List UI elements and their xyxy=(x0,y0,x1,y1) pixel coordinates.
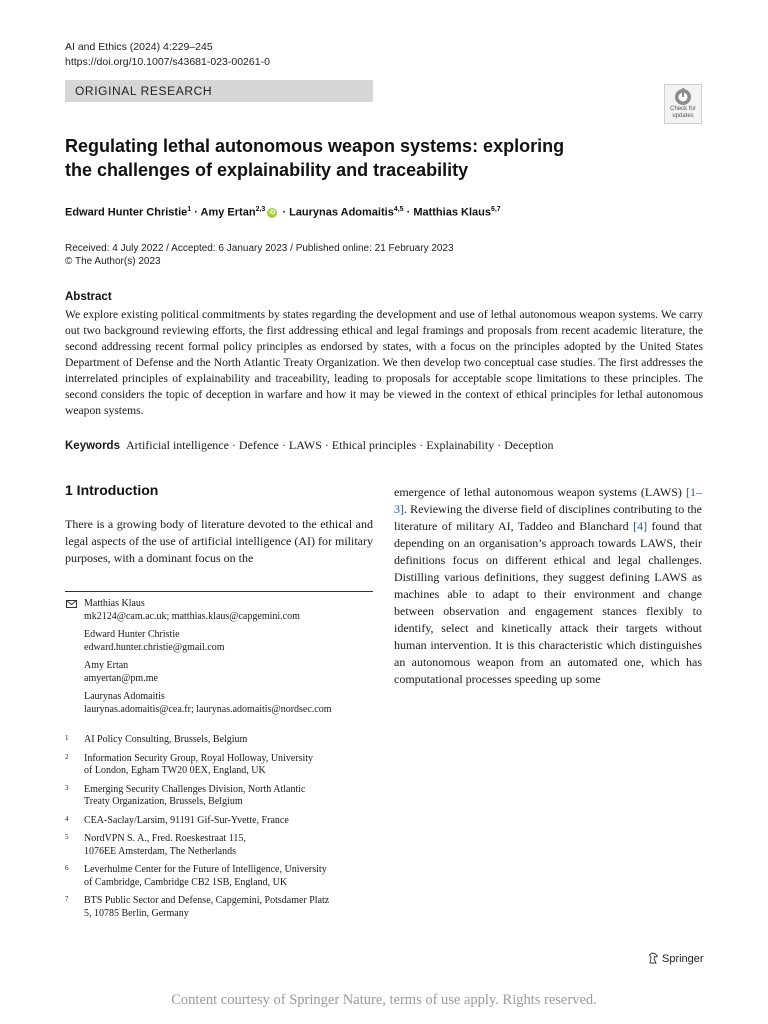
author-name[interactable]: Laurynas Adomaitis xyxy=(289,206,394,219)
affiliation-line: Emerging Security Challenges Division, North Atlantic xyxy=(84,783,306,795)
author-affil-sup: 6,7 xyxy=(490,206,501,213)
keywords-line xyxy=(65,437,705,454)
author-affil-sup: 1 xyxy=(187,206,192,213)
contact-name: Laurynas Adomaitis xyxy=(84,691,165,702)
author-name[interactable]: Edward Hunter Christie xyxy=(65,206,188,219)
right-text-part: . Reviewing the diverse field of disciplines contributing to the literature of military AI, Taddeo and Blanchard xyxy=(394,502,702,533)
affiliation-line: CEA-Saclay/Larsim, 91191 Gif-Sur-Yvette, France xyxy=(84,814,289,826)
journal-citation: AI and Ethics (2024) 4:229–245 xyxy=(65,41,213,53)
intro-left-paragraph: There is a growing body of literature devoted to the ethical and legal aspects of the use of artificial intelligence (AI) for military purposes, with a dominant focus on the xyxy=(65,517,373,565)
dates-line: Received: 4 July 2022 / Accepted: 6 January 2023 / Published online: 21 February 2023 xyxy=(65,243,454,254)
affiliation-line: Information Security Group, Royal Holloway, University xyxy=(84,752,314,764)
affiliation-entry xyxy=(65,815,373,828)
orcid-icon[interactable]: iD xyxy=(269,209,276,216)
publication-dates xyxy=(65,242,454,268)
affiliations-block xyxy=(65,734,373,926)
affiliation-number: 3 xyxy=(65,783,69,792)
mail-icon xyxy=(66,600,77,608)
badge-text-line1: Check for xyxy=(670,106,696,112)
affiliation-number: 2 xyxy=(65,752,69,761)
springer-horse-icon xyxy=(648,952,659,964)
affiliation-number: 5 xyxy=(65,833,69,841)
affiliation-entry xyxy=(65,784,373,809)
abstract-text: We explore existing political commitments by states regarding the development and use of lethal autonomous weapon systems. We carry out two background reviewing efforts, the first addressing ethical and legal framings and proposals from recent academic literature, the second addressing recent formal policy principles as endorsed by states, with a focus on the principles adopted by the United States Department of Defense and the North Atlantic Treaty Organization. We then develop two conceptual case studies. The first addresses the interrelated principles of explainability and traceability, leading to proposals for acceptable scope limitations to these principles. The second considers the topic of deception in warfare and how it may be viewed in the context of ethical principles for lethal autonomous weapon systems. xyxy=(65,308,703,417)
contact-email[interactable]: laurynas.adomaitis@cea.fr; laurynas.adomaitis@nordsec.com xyxy=(84,703,332,715)
author-name[interactable]: Amy Ertan xyxy=(200,206,256,219)
affiliation-line: BTS Public Sector and Defense, Capgemini, Potsdamer Platz xyxy=(84,895,330,906)
affiliation-line: of London, Egham TW20 0EX, England, UK xyxy=(84,765,266,776)
affiliation-number: 6 xyxy=(65,864,69,872)
author-separator: · xyxy=(191,206,201,219)
keywords-text: Artificial intelligence · Defence · LAWS · Ethical principles · Explainability · Deception xyxy=(125,438,554,452)
contact-entry xyxy=(65,691,373,716)
article-type-label: ORIGINAL RESEARCH xyxy=(75,84,213,98)
check-updates-icon xyxy=(673,88,693,106)
publisher-logo xyxy=(648,952,704,965)
contact-entry xyxy=(65,660,373,685)
affiliation-entry xyxy=(65,734,373,747)
contact-entry xyxy=(65,629,373,654)
footnote-divider xyxy=(65,591,373,592)
doi-link[interactable]: https://doi.org/10.1007/s43681-023-00261-0 xyxy=(65,56,270,68)
author-affil-sup: 2,3 xyxy=(255,206,266,213)
article-title: Regulating lethal autonomous weapon systems: exploring the challenges of explainability and traceability xyxy=(65,136,565,180)
affiliation-entry xyxy=(65,864,373,889)
section-heading: 1 Introduction xyxy=(65,482,159,498)
affiliation-entry xyxy=(65,833,373,858)
keywords-label: Keywords xyxy=(65,440,120,452)
affiliation-number: 4 xyxy=(65,814,69,823)
citation-link[interactable]: [4] xyxy=(633,519,648,533)
affiliation-line: AI Policy Consulting, Brussels, Belgium xyxy=(84,734,248,745)
author-separator: · xyxy=(279,206,290,219)
publisher-name: Springer xyxy=(662,953,704,965)
affiliation-line: Treaty Organization, Brussels, Belgium xyxy=(84,796,243,807)
footer-notice: Content courtesy of Springer Nature, terms of use apply. Rights reserved. xyxy=(171,992,597,1008)
affiliation-line: Leverhulme Center for the Future of Intelligence, University xyxy=(84,864,327,875)
affiliation-line: NordVPN S. A., Fred. Roeskestraat 115, xyxy=(84,833,246,844)
badge-text-line2: updates xyxy=(672,112,694,119)
contact-name: Amy Ertan xyxy=(84,660,129,671)
intro-right-paragraph xyxy=(394,484,702,688)
right-text-part: found that depending on an organisation’s approach towards LAWS, their definitions focus on different ethical and legal challenges. Distilling various definitions, they suggest defining LAWS as machines able to adapt to their environment and change between observation and engagement stances flexibly to identify, select and kinetically attack their targets without human intervention. It is this characteristic which distinguishes an autonomous weapon from an automated one, which has computational processes speeding up some xyxy=(394,519,702,686)
citation-link[interactable]: [1–3] xyxy=(394,485,702,516)
author-affil-sup: 4,5 xyxy=(393,206,404,213)
right-text-part: emergence of lethal autonomous weapon systems (LAWS) xyxy=(394,485,686,499)
affiliation-line: 1076EE Amsterdam, The Netherlands xyxy=(84,845,237,857)
contact-name: Matthias Klaus xyxy=(84,598,145,609)
correspondence-block xyxy=(65,598,373,722)
affiliation-number: 7 xyxy=(65,895,69,903)
article-type-banner xyxy=(65,80,373,102)
affiliation-entry xyxy=(65,895,373,920)
copyright-line: © The Author(s) 2023 xyxy=(65,256,161,267)
affiliation-line: of Cambridge, Cambridge CB2 1SB, England, UK xyxy=(84,876,288,888)
affiliation-line: 5, 10785 Berlin, Germany xyxy=(84,907,189,919)
abstract-heading: Abstract xyxy=(65,291,112,303)
affiliation-entry xyxy=(65,753,373,778)
contact-name: Edward Hunter Christie xyxy=(84,629,180,640)
author-list xyxy=(65,202,665,221)
check-for-updates-badge[interactable] xyxy=(664,84,702,124)
affiliation-number: 1 xyxy=(65,734,69,742)
contact-email[interactable]: mk2124@cam.ac.uk; matthias.klaus@capgemini.com xyxy=(84,610,300,622)
author-separator: · xyxy=(403,206,414,219)
contact-email[interactable]: amyertan@pm.me xyxy=(84,672,158,684)
contact-entry xyxy=(65,598,373,623)
contact-email[interactable]: edward.hunter.christie@gmail.com xyxy=(84,641,225,653)
author-name[interactable]: Matthias Klaus xyxy=(413,206,491,219)
